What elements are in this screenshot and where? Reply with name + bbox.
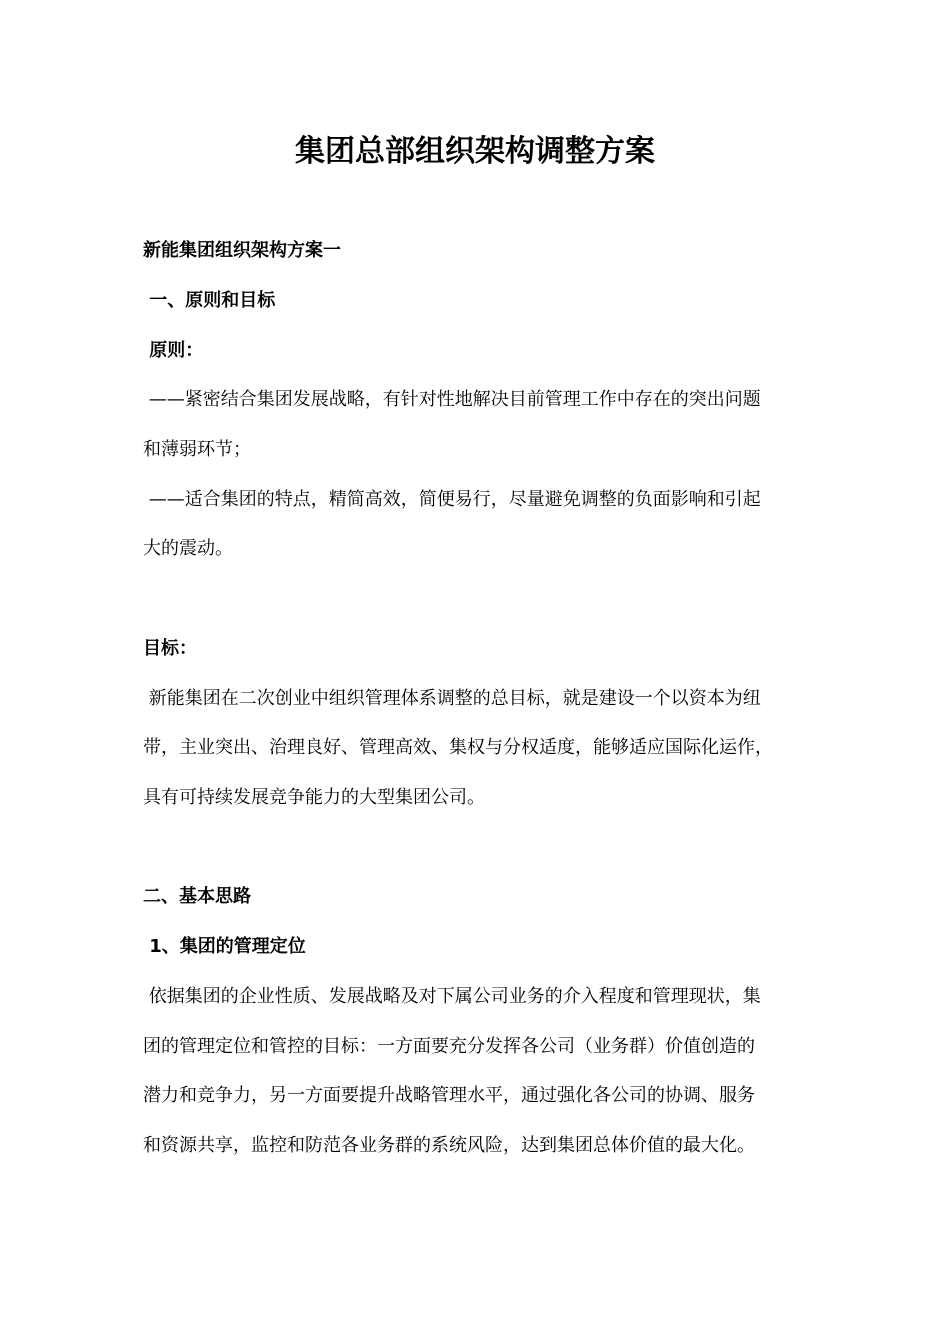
principles-label: 原则： — [143, 340, 204, 361]
sub1-line-1: 依据集团的企业性质、发展战略及对下属公司业务的介入程度和管理现状，集 — [143, 986, 761, 1007]
principle-line-4: 大的震动。 — [143, 538, 233, 559]
sub1-line-4: 和资源共享，监控和防范各业务群的系统风险，达到集团总体价值的最大化。 — [143, 1135, 755, 1156]
subsection-1-heading: 1、集团的管理定位 — [143, 936, 306, 957]
principle-line-2: 和薄弱环节； — [143, 439, 251, 460]
principle-line-3: ——适合集团的特点，精简高效，简便易行，尽量避免调整的负面影响和引起 — [143, 489, 761, 510]
sub1-line-3: 潜力和竞争力，另一方面要提升战略管理水平，通过强化各公司的协调、服务 — [143, 1085, 755, 1106]
document-title: 集团总部组织架构调整方案 — [295, 134, 655, 169]
goal-line-1: 新能集团在二次创业中组织管理体系调整的总目标，就是建设一个以资本为纽 — [143, 688, 761, 709]
goal-line-3: 具有可持续发展竞争能力的大型集团公司。 — [143, 787, 485, 808]
principle-line-1: ——紧密结合集团发展战略，有针对性地解决目前管理工作中存在的突出问题 — [143, 389, 761, 410]
section-1-heading: 一、原则和目标 — [143, 290, 276, 311]
section-2-heading: 二、基本思路 — [143, 886, 251, 907]
subtitle: 新能集团组织架构方案一 — [143, 240, 341, 261]
goal-line-2: 带，主业突出、治理良好、管理高效、集权与分权适度，能够适应国际化运作， — [143, 737, 773, 758]
sub1-line-2: 团的管理定位和管控的目标：一方面要充分发挥各公司（业务群）价值创造的 — [143, 1036, 755, 1057]
goal-label: 目标： — [143, 638, 197, 659]
